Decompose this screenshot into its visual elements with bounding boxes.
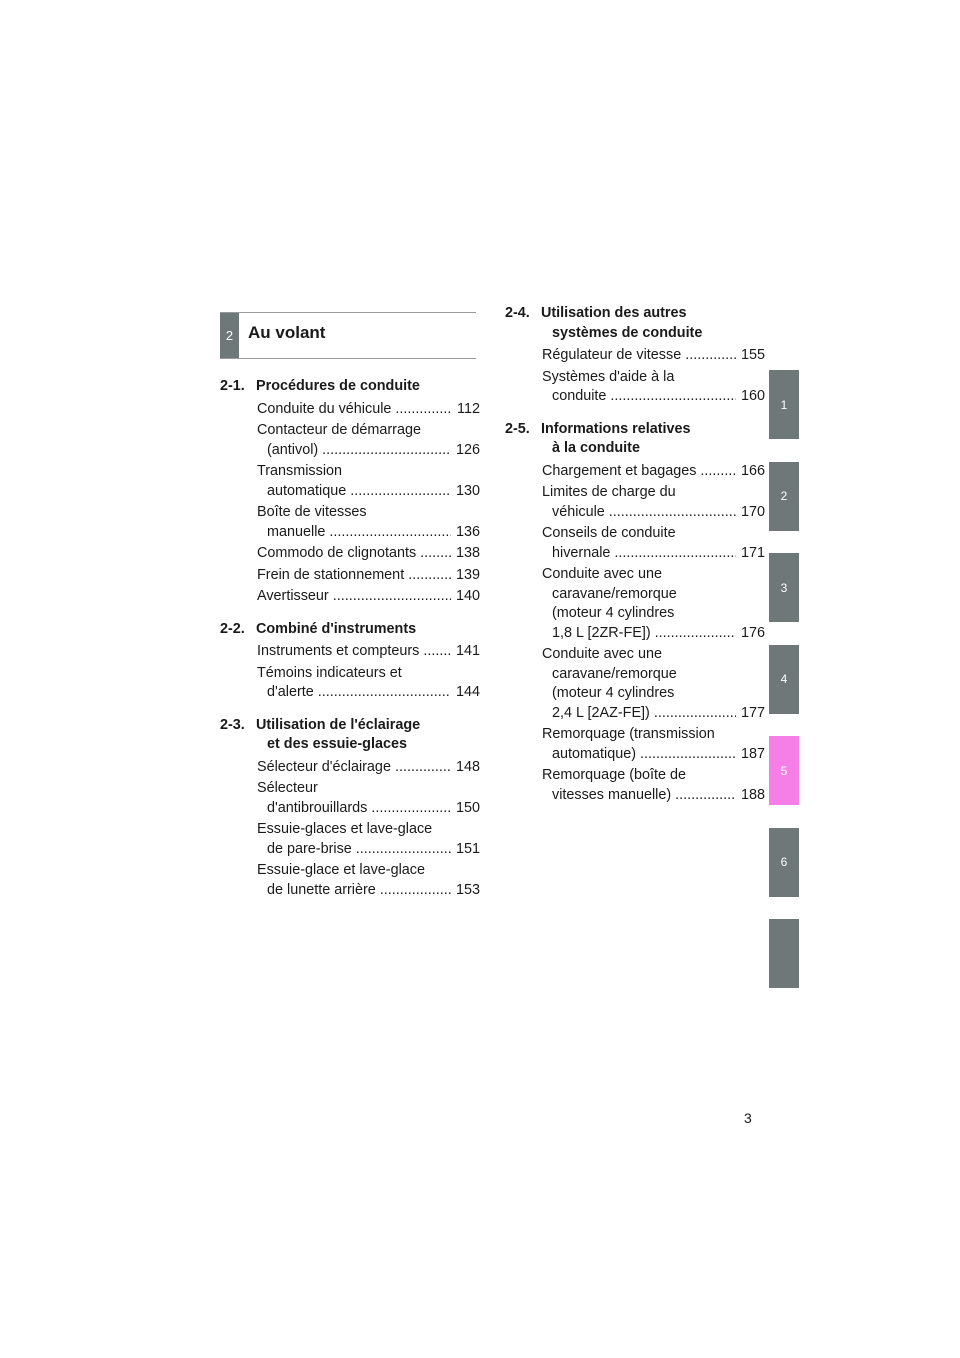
toc-left-column	[220, 377, 480, 913]
entry-page-number: 176	[740, 624, 765, 641]
section-number: 2-3.	[220, 716, 245, 733]
entry-line: Conduite avec une	[542, 646, 663, 662]
entry-line	[542, 745, 736, 765]
toc-section	[220, 377, 480, 607]
entry-line-text: de lunette arrière .....	[267, 881, 451, 901]
section-number: 2-5.	[505, 420, 530, 437]
entry-line-text: Régulateur de vitesse .....	[542, 346, 736, 366]
entry-line-text: automatique) .....	[552, 745, 736, 765]
entry-page-number: 171	[740, 544, 765, 561]
entry-text	[257, 544, 451, 564]
entry-list	[220, 400, 480, 607]
entry-line-text: 1,8 L [2ZR-FE]) .....	[552, 624, 736, 644]
entry-line	[257, 523, 451, 543]
entry-line-text: Instruments et compteurs .....	[257, 642, 451, 662]
chapter-tab[interactable]: 5	[769, 736, 799, 805]
section-title	[541, 304, 765, 343]
chapter-number: 2	[220, 313, 239, 358]
section-title	[256, 716, 480, 755]
entry-page-number: 138	[455, 545, 480, 561]
entry-line-text: Conduite du véhicule .....	[257, 400, 452, 420]
entry-text	[257, 400, 452, 420]
section-title	[256, 377, 480, 397]
entry-line	[542, 544, 736, 564]
entry-line	[542, 704, 736, 724]
entry-line	[257, 642, 451, 662]
toc-entry[interactable]	[542, 565, 765, 643]
entry-line-text: vitesses manuelle) .....	[552, 786, 736, 806]
entry-line	[542, 786, 736, 806]
entry-page-number: 177	[740, 704, 765, 721]
entry-line-text: d'antibrouillards .....	[267, 799, 451, 819]
entry-line: Transmission	[257, 463, 343, 479]
entry-text	[257, 642, 451, 662]
entry-page-number: 166	[740, 462, 765, 479]
chapter-tab[interactable]: 4	[769, 645, 799, 714]
entry-text	[542, 462, 736, 482]
toc-entry[interactable]	[257, 664, 480, 703]
entry-line: Remorquage (boîte de	[542, 767, 686, 783]
entry-page-number: 155	[740, 347, 765, 363]
chapter-tab[interactable]	[769, 919, 799, 988]
entry-line	[542, 346, 736, 366]
entry-text	[257, 779, 451, 818]
section-heading	[505, 304, 765, 343]
toc-entry[interactable]	[542, 462, 765, 482]
entry-text	[257, 664, 451, 703]
entry-line	[542, 387, 736, 407]
entry-text	[257, 820, 451, 859]
toc-section	[505, 304, 765, 407]
entry-line	[542, 462, 736, 482]
entry-line-text: Commodo de clignotants .....	[257, 544, 451, 564]
entry-line	[542, 503, 736, 523]
toc-entry[interactable]	[257, 587, 480, 607]
toc-entry[interactable]	[257, 642, 480, 662]
section-title-line: Combiné d'instruments	[256, 620, 417, 637]
section-number: 2-1.	[220, 378, 245, 394]
toc-entry[interactable]	[257, 779, 480, 818]
entry-text	[542, 368, 736, 407]
entry-line	[257, 544, 451, 564]
entry-page-number: 140	[455, 588, 480, 604]
entry-page-number: 153	[455, 881, 480, 898]
entry-line: Systèmes d'aide à la	[542, 368, 675, 385]
entry-list	[505, 462, 765, 806]
chapter-title: Au volant	[248, 323, 326, 342]
entry-line: (moteur 4 cylindres	[552, 605, 675, 621]
toc-entry[interactable]	[542, 524, 765, 563]
toc-entry[interactable]	[542, 645, 765, 723]
entry-line-text: conduite .....	[552, 387, 736, 407]
entry-line-text: 2,4 L [2AZ-FE]) .....	[552, 704, 736, 724]
toc-entry[interactable]	[542, 766, 765, 805]
entry-page-number: 112	[457, 400, 480, 417]
entry-line: Témoins indicateurs et	[257, 664, 402, 681]
section-title-line: Utilisation des autres	[541, 305, 687, 321]
entry-text	[257, 758, 451, 778]
entry-line-text: de pare-brise .....	[267, 840, 451, 860]
toc-entry[interactable]	[542, 368, 765, 407]
entry-page-number: 150	[455, 799, 480, 816]
toc-entry[interactable]	[257, 861, 480, 900]
toc-entry[interactable]	[257, 820, 480, 859]
entry-page-number: 144	[455, 684, 480, 700]
section-heading	[220, 716, 480, 755]
entry-line	[257, 840, 451, 860]
chapter-tab[interactable]: 2	[769, 462, 799, 531]
entry-line	[257, 758, 451, 778]
toc-entry[interactable]	[257, 421, 480, 460]
entry-page-number: 151	[455, 840, 480, 857]
toc-entry[interactable]	[257, 400, 480, 420]
entry-line: Remorquage (transmission	[542, 726, 715, 742]
entry-line: Conduite avec une	[542, 566, 663, 582]
entry-line: caravane/remorque	[552, 665, 677, 682]
toc-right-column	[505, 304, 765, 818]
entry-line: Sélecteur	[257, 780, 318, 796]
section-heading	[220, 620, 480, 640]
entry-line	[257, 799, 451, 819]
entry-line	[257, 683, 451, 703]
entry-text	[542, 346, 736, 366]
entry-list	[220, 758, 480, 901]
entry-line-text: manuelle .....	[267, 523, 451, 543]
section-title-line: Informations relatives	[541, 420, 691, 437]
section-title-line: systèmes de conduite	[552, 324, 703, 341]
entry-line-text: hivernale .....	[552, 544, 736, 564]
entry-text	[257, 503, 451, 542]
entry-page-number: 148	[455, 758, 480, 775]
entry-page-number: 141	[455, 643, 480, 659]
section-title-line: Utilisation de l'éclairage	[256, 716, 421, 733]
entry-page-number: 188	[740, 786, 765, 803]
entry-line-text: véhicule .....	[552, 503, 736, 523]
section-number: 2-2.	[220, 620, 245, 637]
toc-entry[interactable]	[257, 758, 480, 778]
entry-text	[257, 587, 451, 607]
entry-line: Limites de charge du	[542, 484, 676, 500]
entry-line-text: Chargement et bagages .....	[542, 462, 736, 482]
entry-text	[542, 725, 736, 764]
entry-line: Conseils de conduite	[542, 525, 676, 541]
entry-line: caravane/remorque	[552, 585, 677, 602]
entry-text	[542, 766, 736, 805]
page-number: 3	[744, 1110, 752, 1126]
entry-page-number: 170	[740, 503, 765, 520]
chapter-header	[220, 312, 476, 359]
entry-page-number: 136	[455, 523, 480, 540]
entry-list	[505, 346, 765, 407]
entry-text	[542, 645, 736, 723]
toc-section	[220, 620, 480, 703]
toc-entry[interactable]	[542, 483, 765, 522]
entry-line	[257, 400, 452, 420]
entry-line: (moteur 4 cylindres	[552, 685, 675, 701]
section-number: 2-4.	[505, 305, 530, 321]
section-heading	[220, 377, 480, 397]
section-title-line: à la conduite	[552, 440, 640, 456]
chapter-tab[interactable]: 1	[769, 370, 799, 439]
toc-entry[interactable]	[542, 725, 765, 764]
entry-line: Boîte de vitesses	[257, 504, 367, 520]
entry-line: Contacteur de démarrage	[257, 422, 421, 438]
section-heading	[505, 420, 765, 459]
entry-line	[257, 587, 451, 607]
entry-line	[257, 441, 451, 461]
toc-entry[interactable]	[257, 503, 480, 542]
entry-text	[257, 566, 451, 586]
section-title-line: et des essuie-glaces	[267, 736, 407, 752]
section-title	[256, 620, 480, 640]
section-title	[541, 420, 765, 459]
entry-line-text: Avertisseur .....	[257, 587, 451, 607]
toc-entry[interactable]	[257, 566, 480, 586]
entry-line	[257, 566, 451, 586]
entry-text	[542, 524, 736, 563]
toc-section	[220, 716, 480, 901]
entry-line	[542, 624, 736, 644]
entry-page-number: 187	[740, 745, 765, 762]
entry-line	[257, 482, 451, 502]
entry-line-text: d'alerte .....	[267, 683, 451, 703]
toc-entry[interactable]	[542, 346, 765, 366]
entry-line: Essuie-glace et lave-glace	[257, 862, 425, 878]
toc-entry[interactable]	[257, 462, 480, 501]
entry-page-number: 160	[740, 388, 765, 404]
chapter-tab[interactable]: 6	[769, 828, 799, 897]
entry-line-text: (antivol) .....	[267, 441, 451, 461]
entry-text	[257, 861, 451, 900]
entry-text	[257, 462, 451, 501]
entry-text	[542, 565, 736, 643]
entry-text	[542, 483, 736, 522]
toc-section	[505, 420, 765, 806]
entry-page-number: 130	[455, 482, 480, 499]
entry-page-number: 139	[455, 566, 480, 583]
entry-page-number: 126	[455, 441, 480, 458]
entry-text	[257, 421, 451, 460]
chapter-tab[interactable]: 3	[769, 553, 799, 622]
entry-line-text: automatique .....	[267, 482, 451, 502]
entry-list	[220, 642, 480, 703]
entry-line-text: Sélecteur d'éclairage .....	[257, 758, 451, 778]
section-title-line: Procédures de conduite	[256, 378, 420, 394]
entry-line	[257, 881, 451, 901]
toc-entry[interactable]	[257, 544, 480, 564]
entry-line-text: Frein de stationnement .....	[257, 566, 451, 586]
entry-line: Essuie-glaces et lave-glace	[257, 821, 433, 837]
